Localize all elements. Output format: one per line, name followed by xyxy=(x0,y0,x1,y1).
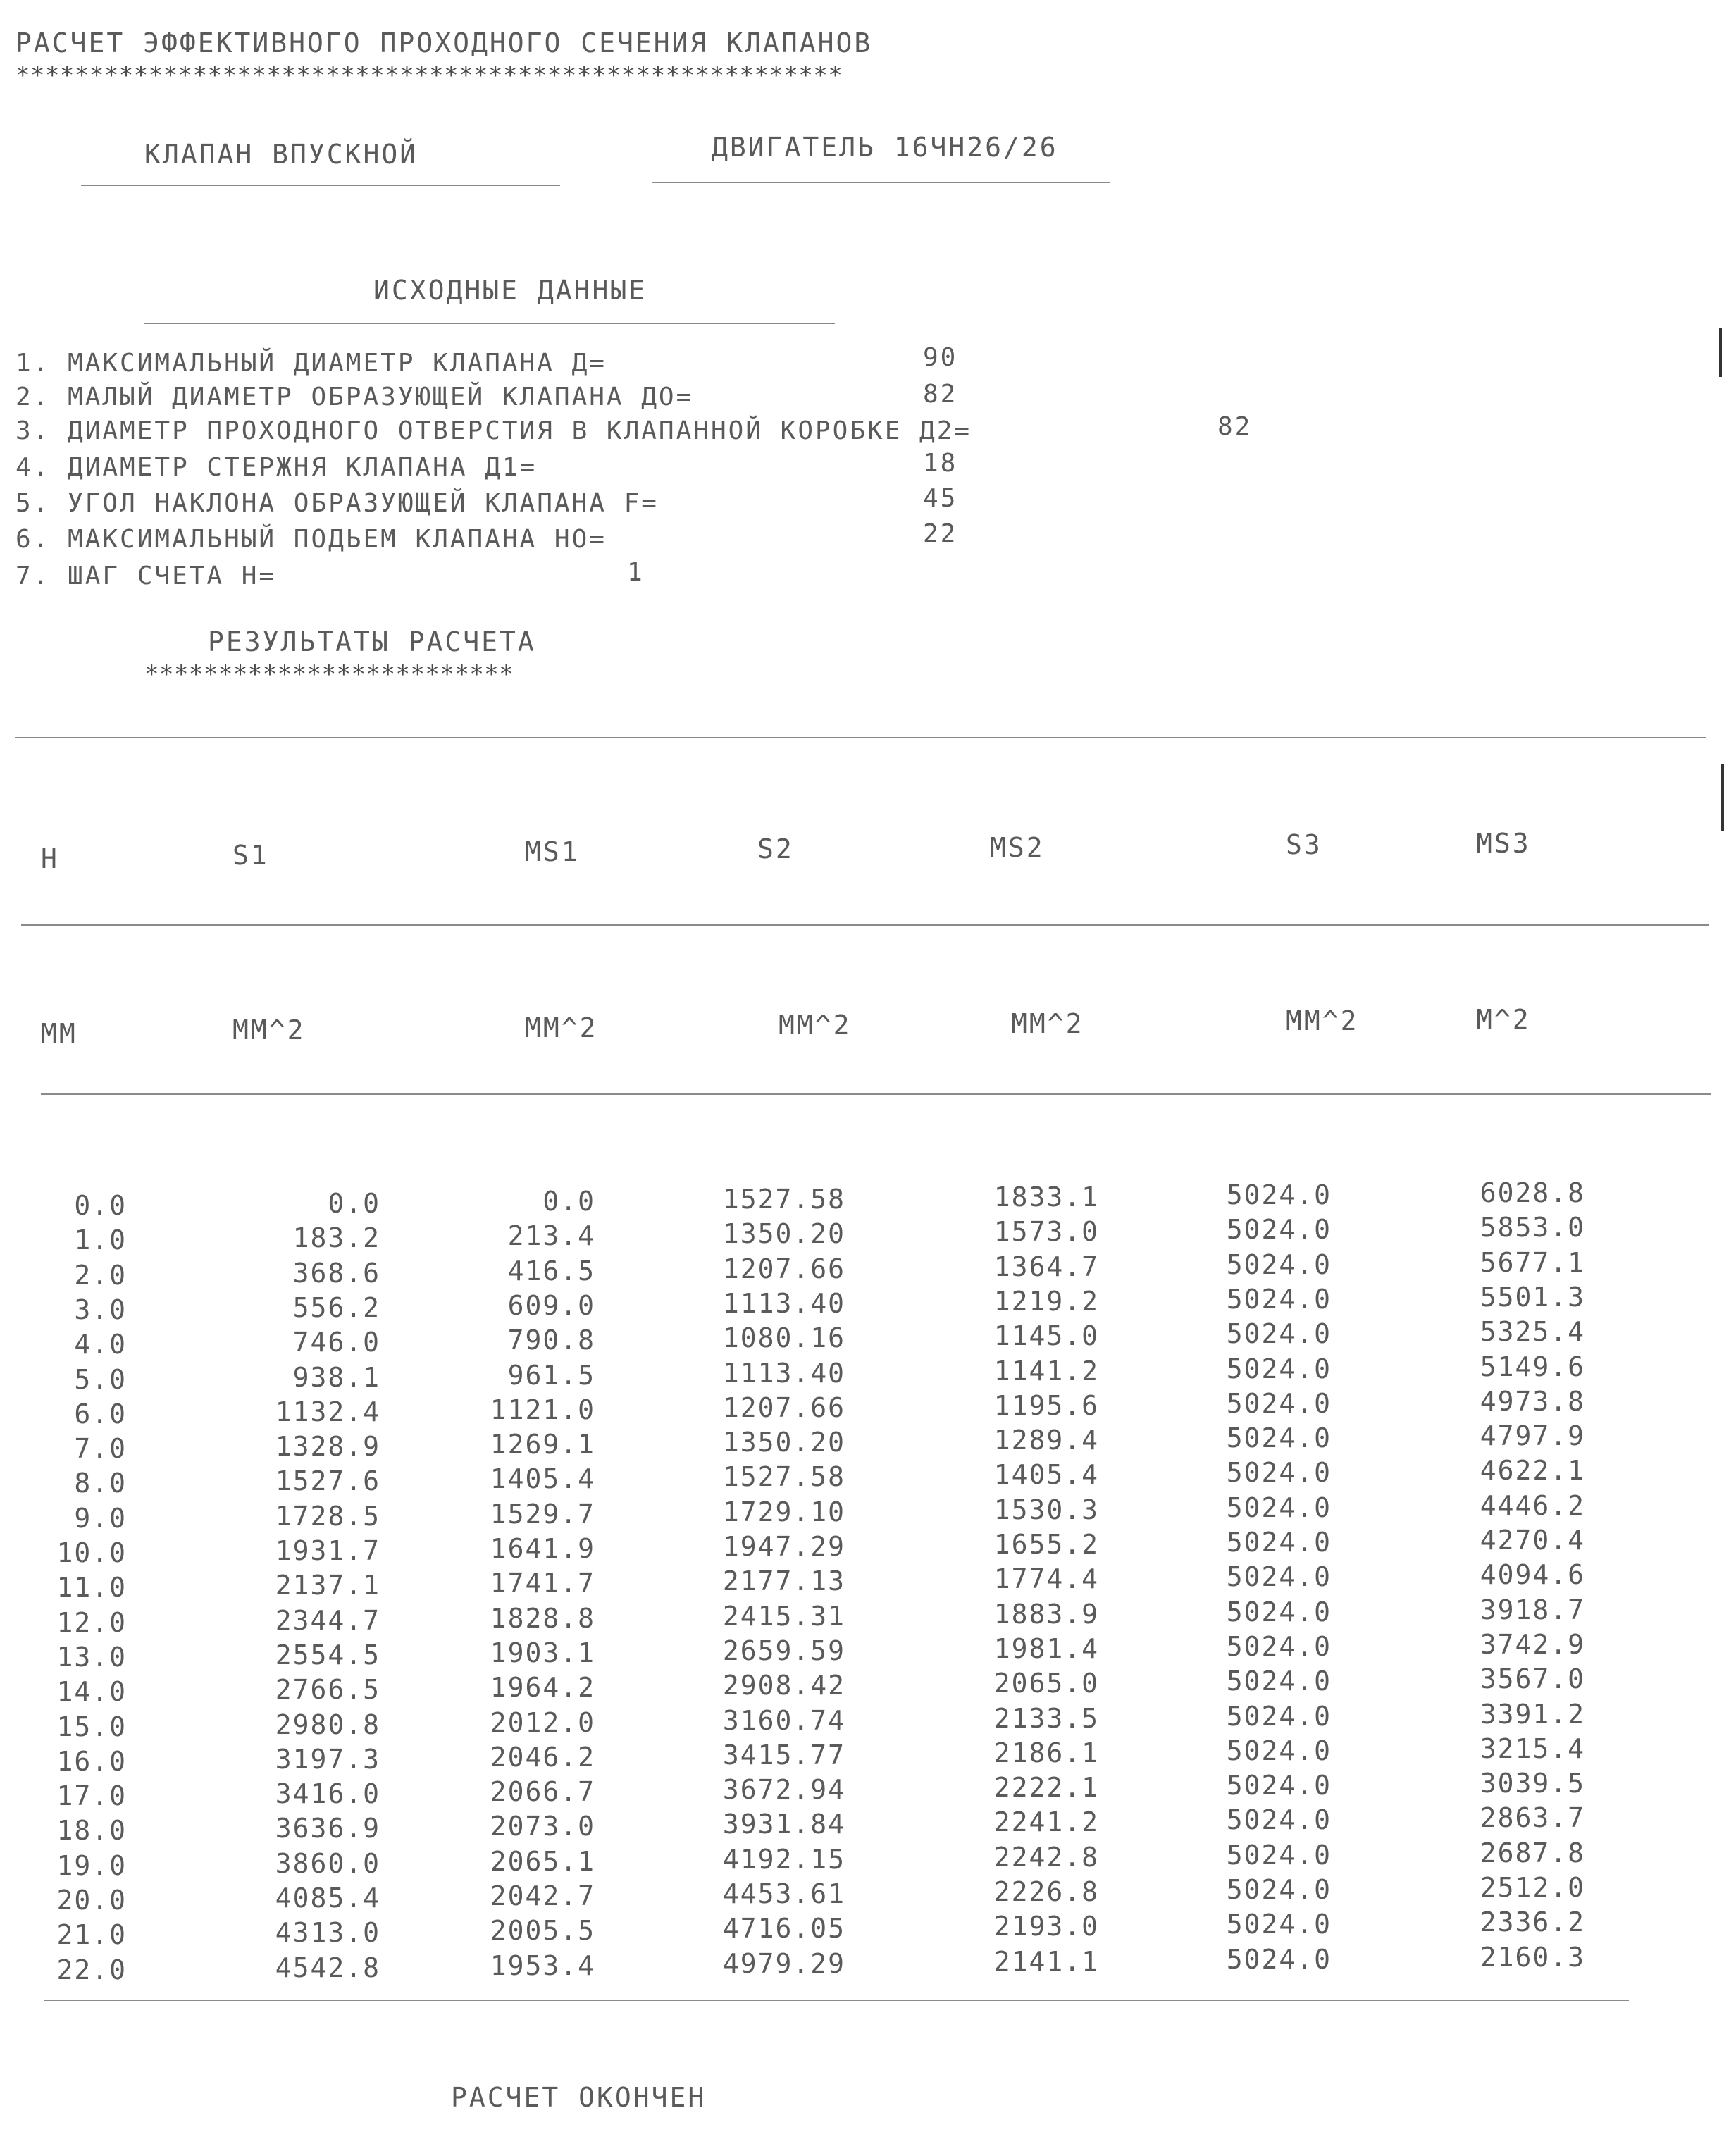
cell-ms2: 1530.3 xyxy=(993,1494,1099,1525)
col-header-ms3: MS3 xyxy=(1476,828,1531,859)
cell-ms1: 1741.7 xyxy=(490,1568,595,1599)
table-row xyxy=(0,1177,1736,1227)
cell-ms2: 1573.0 xyxy=(993,1216,1099,1248)
cell-s2: 3415.77 xyxy=(722,1739,845,1771)
cell-ms1: 609.0 xyxy=(507,1289,595,1321)
cell-ms1: 1641.9 xyxy=(490,1533,595,1564)
table-row xyxy=(0,1872,1736,1922)
cell-h: 18.0 xyxy=(56,1815,127,1847)
cell-ms3: 3039.5 xyxy=(1480,1768,1585,1799)
cell-ms1: 1903.1 xyxy=(490,1637,595,1668)
cell-h: 19.0 xyxy=(56,1849,127,1881)
cell-s3: 5024.0 xyxy=(1226,1283,1332,1315)
table-row xyxy=(0,1385,1736,1436)
input-heading-underline xyxy=(144,323,835,324)
cell-s2: 1527.58 xyxy=(722,1461,845,1493)
unit-s1: ММ^2 xyxy=(232,1015,306,1046)
col-header-s2: S2 xyxy=(757,833,794,864)
input-label-4: 4. ДИАМЕТР СТЕРЖНЯ КЛАПАНА Д1= xyxy=(16,453,538,482)
cell-ms2: 2242.8 xyxy=(993,1841,1099,1873)
cell-ms3: 4270.4 xyxy=(1480,1525,1585,1556)
table-row xyxy=(0,1732,1736,1783)
table-row xyxy=(0,1768,1736,1818)
cell-ms2: 1141.2 xyxy=(993,1355,1099,1387)
cell-h: 12.0 xyxy=(56,1606,127,1638)
cell-ms1: 1828.8 xyxy=(490,1602,595,1634)
input-value-2: 82 xyxy=(923,380,958,409)
engine-label-underline xyxy=(652,182,1110,183)
col-header-s1: S1 xyxy=(232,840,269,871)
cell-ms1: 2046.2 xyxy=(490,1741,595,1773)
cell-s3: 5024.0 xyxy=(1226,1422,1332,1454)
cell-h: 9.0 xyxy=(74,1502,127,1534)
table-row xyxy=(0,1281,1736,1332)
table-row xyxy=(0,1212,1736,1262)
cell-ms2: 2241.2 xyxy=(993,1806,1099,1838)
cell-s1: 4542.8 xyxy=(275,1952,380,1983)
cell-ms3: 2160.3 xyxy=(1480,1941,1585,1973)
cell-ms3: 4622.1 xyxy=(1480,1455,1585,1487)
table-row xyxy=(0,1837,1736,1887)
cell-s1: 556.2 xyxy=(292,1291,380,1323)
cell-ms3: 4446.2 xyxy=(1480,1489,1585,1521)
cell-s3: 5024.0 xyxy=(1226,1874,1332,1905)
cell-h: 8.0 xyxy=(74,1468,127,1499)
table-row xyxy=(0,1907,1736,1957)
table-row xyxy=(0,1594,1736,1644)
cell-s2: 1350.20 xyxy=(722,1427,845,1458)
cell-s3: 5024.0 xyxy=(1226,1630,1332,1662)
cell-ms2: 2141.1 xyxy=(993,1945,1099,1977)
cell-h: 1.0 xyxy=(74,1225,127,1256)
cell-s2: 2415.31 xyxy=(722,1600,845,1632)
cell-s2: 1080.16 xyxy=(722,1322,845,1354)
cell-ms2: 1833.1 xyxy=(993,1182,1099,1213)
cell-s2: 1207.66 xyxy=(722,1391,845,1423)
cell-s3: 5024.0 xyxy=(1226,1248,1332,1280)
unit-s3: ММ^2 xyxy=(1286,1005,1359,1036)
table-row xyxy=(0,1316,1736,1366)
cell-h: 0.0 xyxy=(74,1190,127,1221)
calculation-finished: РАСЧЕТ ОКОНЧЕН xyxy=(451,2082,707,2113)
cell-s2: 1207.66 xyxy=(722,1253,845,1284)
table-row xyxy=(0,1628,1736,1679)
cell-ms2: 2186.1 xyxy=(993,1737,1099,1768)
cell-s2: 1729.10 xyxy=(722,1496,845,1527)
unit-s2: ММ^2 xyxy=(779,1010,852,1041)
col-header-h: Н xyxy=(41,843,59,874)
cell-ms3: 3918.7 xyxy=(1480,1594,1585,1625)
table-row xyxy=(0,1351,1736,1401)
cell-ms2: 1655.2 xyxy=(993,1529,1099,1560)
cell-ms2: 1981.4 xyxy=(993,1632,1099,1664)
table-row xyxy=(0,1698,1736,1749)
cell-ms3: 4797.9 xyxy=(1480,1420,1585,1452)
cell-s3: 5024.0 xyxy=(1226,1770,1332,1802)
cell-ms1: 2005.5 xyxy=(490,1915,595,1947)
cell-h: 21.0 xyxy=(56,1919,127,1951)
cell-s2: 2177.13 xyxy=(722,1566,845,1597)
cell-ms3: 3391.2 xyxy=(1480,1698,1585,1730)
cell-ms2: 1289.4 xyxy=(993,1425,1099,1456)
cell-ms1: 1529.7 xyxy=(490,1498,595,1530)
input-label-2: 2. МАЛЫЙ ДИАМЕТР ОБРАЗУЮЩЕЙ КЛАПАНА ДО= xyxy=(16,383,694,411)
cell-s1: 2344.7 xyxy=(275,1604,380,1636)
scan-edge-mark xyxy=(1719,328,1722,377)
cell-ms2: 2193.0 xyxy=(993,1911,1099,1942)
cell-s1: 1527.6 xyxy=(275,1465,380,1497)
title-stars: ******************************************************** xyxy=(16,61,843,89)
table-bottom-rule xyxy=(44,2000,1629,2001)
table-row xyxy=(0,1941,1736,1992)
cell-s3: 5024.0 xyxy=(1226,1596,1332,1628)
cell-ms2: 1364.7 xyxy=(993,1251,1099,1282)
cell-ms2: 1219.2 xyxy=(993,1285,1099,1317)
cell-s3: 5024.0 xyxy=(1226,1318,1332,1350)
cell-h: 4.0 xyxy=(74,1329,127,1360)
col-header-s3: S3 xyxy=(1286,829,1322,860)
cell-ms2: 1883.9 xyxy=(993,1598,1099,1630)
cell-s1: 2554.5 xyxy=(275,1639,380,1670)
cell-s2: 3672.94 xyxy=(722,1774,845,1806)
cell-s1: 1728.5 xyxy=(275,1500,380,1532)
cell-ms3: 5677.1 xyxy=(1480,1246,1585,1278)
cell-ms3: 2336.2 xyxy=(1480,1907,1585,1938)
table-top-rule xyxy=(16,737,1706,738)
input-value-5: 45 xyxy=(923,484,958,513)
cell-h: 3.0 xyxy=(74,1294,127,1325)
cell-ms3: 4973.8 xyxy=(1480,1385,1585,1417)
cell-s2: 1527.58 xyxy=(722,1184,845,1215)
unit-ms3: М^2 xyxy=(1476,1004,1531,1035)
cell-ms3: 5325.4 xyxy=(1480,1316,1585,1348)
cell-ms2: 2222.1 xyxy=(993,1772,1099,1804)
cell-s2: 2659.59 xyxy=(722,1635,845,1666)
cell-ms2: 2226.8 xyxy=(993,1876,1099,1907)
cell-s3: 5024.0 xyxy=(1226,1735,1332,1766)
cell-h: 14.0 xyxy=(56,1676,127,1708)
cell-ms1: 2073.0 xyxy=(490,1811,595,1842)
cell-ms1: 2066.7 xyxy=(490,1776,595,1808)
cell-s2: 2908.42 xyxy=(722,1670,845,1701)
cell-ms1: 416.5 xyxy=(507,1255,595,1287)
cell-ms1: 2012.0 xyxy=(490,1706,595,1738)
cell-h: 17.0 xyxy=(56,1780,127,1812)
cell-ms3: 5853.0 xyxy=(1480,1212,1585,1244)
cell-ms1: 2042.7 xyxy=(490,1880,595,1911)
cell-ms3: 2863.7 xyxy=(1480,1802,1585,1834)
cell-s1: 3636.9 xyxy=(275,1813,380,1845)
table-row xyxy=(0,1663,1736,1713)
cell-ms1: 1121.0 xyxy=(490,1394,595,1425)
col-header-ms1: MS1 xyxy=(525,836,580,867)
cell-s3: 5024.0 xyxy=(1226,1387,1332,1419)
cell-ms3: 3215.4 xyxy=(1480,1732,1585,1764)
cell-s3: 5024.0 xyxy=(1226,1943,1332,1975)
table-row xyxy=(0,1246,1736,1297)
cell-s1: 746.0 xyxy=(292,1327,380,1358)
cell-ms1: 213.4 xyxy=(507,1220,595,1252)
cell-ms3: 5149.6 xyxy=(1480,1351,1585,1382)
cell-s2: 4453.61 xyxy=(722,1878,845,1909)
input-value-4: 18 xyxy=(923,449,958,478)
table-row xyxy=(0,1802,1736,1852)
cell-ms1: 2065.1 xyxy=(490,1845,595,1877)
cell-s2: 3931.84 xyxy=(722,1809,845,1840)
valve-label-underline xyxy=(81,185,560,186)
cell-ms2: 2133.5 xyxy=(993,1702,1099,1734)
cell-s3: 5024.0 xyxy=(1226,1527,1332,1558)
cell-s1: 3197.3 xyxy=(275,1743,380,1775)
table-row xyxy=(0,1420,1736,1470)
cell-ms1: 1953.4 xyxy=(490,1949,595,1981)
results-stars: ************************* xyxy=(144,660,514,688)
input-heading: ИСХОДНЫЕ ДАННЫЕ xyxy=(373,275,647,306)
cell-s2: 4192.15 xyxy=(722,1843,845,1875)
cell-ms2: 1195.6 xyxy=(993,1389,1099,1421)
cell-ms2: 1145.0 xyxy=(993,1320,1099,1352)
table-row xyxy=(0,1525,1736,1575)
table-row xyxy=(0,1489,1736,1540)
input-label-7: 7. ШАГ СЧЕТА Н= xyxy=(16,562,277,590)
cell-s1: 0.0 xyxy=(328,1188,380,1219)
engine-label: ДВИГАТЕЛЬ 16ЧН26/26 xyxy=(712,132,1058,163)
cell-s3: 5024.0 xyxy=(1226,1179,1332,1210)
cell-ms1: 0.0 xyxy=(542,1186,595,1217)
cell-s1: 2137.1 xyxy=(275,1570,380,1601)
scan-edge-mark xyxy=(1721,764,1724,831)
cell-s1: 368.6 xyxy=(292,1257,380,1289)
document-title: РАСЧЕТ ЭФФЕКТИВНОГО ПРОХОДНОГО СЕЧЕНИЯ КЛАПАНОВ xyxy=(16,27,873,58)
cell-s3: 5024.0 xyxy=(1226,1700,1332,1732)
cell-ms1: 961.5 xyxy=(507,1359,595,1391)
cell-h: 11.0 xyxy=(56,1572,127,1604)
header-rule xyxy=(21,924,1709,926)
cell-h: 15.0 xyxy=(56,1711,127,1742)
cell-s3: 5024.0 xyxy=(1226,1492,1332,1523)
cell-s2: 1947.29 xyxy=(722,1531,845,1562)
cell-ms2: 1774.4 xyxy=(993,1563,1099,1595)
cell-ms3: 5501.3 xyxy=(1480,1281,1585,1313)
cell-s2: 4979.29 xyxy=(722,1947,845,1979)
cell-s2: 1113.40 xyxy=(722,1287,845,1319)
input-label-1: 1. МАКСИМАЛЬНЫЙ ДИАМЕТР КЛАПАНА Д= xyxy=(16,349,607,378)
input-label-5: 5. УГОЛ НАКЛОНА ОБРАЗУЮЩЕЙ КЛАПАНА F= xyxy=(16,489,659,518)
valve-label: КЛАПАН ВПУСКНОЙ xyxy=(144,139,418,170)
input-value-3: 82 xyxy=(1217,412,1253,441)
cell-h: 2.0 xyxy=(74,1259,127,1291)
cell-ms1: 1405.4 xyxy=(490,1463,595,1495)
cell-h: 22.0 xyxy=(56,1954,127,1985)
cell-s1: 1931.7 xyxy=(275,1535,380,1566)
cell-s3: 5024.0 xyxy=(1226,1561,1332,1593)
cell-ms3: 4094.6 xyxy=(1480,1559,1585,1591)
unit-rule xyxy=(41,1093,1711,1095)
cell-s3: 5024.0 xyxy=(1226,1839,1332,1871)
cell-s1: 4085.4 xyxy=(275,1883,380,1914)
cell-h: 13.0 xyxy=(56,1641,127,1673)
cell-h: 6.0 xyxy=(74,1398,127,1430)
cell-s1: 1132.4 xyxy=(275,1396,380,1427)
cell-h: 10.0 xyxy=(56,1537,127,1568)
cell-ms3: 2512.0 xyxy=(1480,1872,1585,1903)
cell-ms3: 3567.0 xyxy=(1480,1663,1585,1695)
cell-s1: 4313.0 xyxy=(275,1917,380,1949)
input-label-3: 3. ДИАМЕТР ПРОХОДНОГО ОТВЕРСТИЯ В КЛАПАННОЙ КОРОБКЕ Д2= xyxy=(16,416,972,445)
cell-s3: 5024.0 xyxy=(1226,1804,1332,1836)
input-value-6: 22 xyxy=(923,519,958,548)
cell-ms3: 3742.9 xyxy=(1480,1628,1585,1660)
input-label-6: 6. МАКСИМАЛЬНЫЙ ПОДЬЕМ КЛАПАНА НО= xyxy=(16,525,607,554)
table-row xyxy=(0,1455,1736,1505)
cell-ms3: 2687.8 xyxy=(1480,1837,1585,1868)
cell-s1: 3860.0 xyxy=(275,1847,380,1879)
cell-s3: 5024.0 xyxy=(1226,1457,1332,1489)
cell-ms1: 1964.2 xyxy=(490,1672,595,1704)
cell-h: 16.0 xyxy=(56,1745,127,1777)
cell-ms3: 6028.8 xyxy=(1480,1177,1585,1208)
input-value-7: 1 xyxy=(627,558,645,587)
cell-h: 20.0 xyxy=(56,1885,127,1916)
results-heading: РЕЗУЛЬТАТЫ РАСЧЕТА xyxy=(208,626,536,657)
unit-ms1: ММ^2 xyxy=(525,1012,598,1043)
cell-s2: 1350.20 xyxy=(722,1218,845,1250)
cell-s2: 4716.05 xyxy=(722,1913,845,1945)
cell-h: 5.0 xyxy=(74,1363,127,1395)
cell-s1: 1328.9 xyxy=(275,1431,380,1463)
cell-ms1: 790.8 xyxy=(507,1325,595,1356)
cell-s1: 938.1 xyxy=(292,1361,380,1393)
cell-s1: 2766.5 xyxy=(275,1674,380,1706)
cell-ms2: 2065.0 xyxy=(993,1668,1099,1699)
table-row xyxy=(0,1559,1736,1609)
cell-s1: 2980.8 xyxy=(275,1709,380,1740)
unit-ms2: ММ^2 xyxy=(1011,1008,1084,1039)
cell-s3: 5024.0 xyxy=(1226,1353,1332,1384)
cell-h: 7.0 xyxy=(74,1433,127,1465)
unit-h: ММ xyxy=(41,1018,78,1049)
cell-s3: 5024.0 xyxy=(1226,1214,1332,1246)
input-value-1: 90 xyxy=(923,343,958,372)
cell-s3: 5024.0 xyxy=(1226,1909,1332,1940)
cell-s2: 3160.74 xyxy=(722,1704,845,1736)
cell-s3: 5024.0 xyxy=(1226,1666,1332,1697)
cell-s1: 183.2 xyxy=(292,1222,380,1254)
cell-s1: 3416.0 xyxy=(275,1778,380,1810)
cell-ms1: 1269.1 xyxy=(490,1429,595,1461)
cell-s2: 1113.40 xyxy=(722,1357,845,1389)
col-header-ms2: MS2 xyxy=(990,832,1045,863)
cell-ms2: 1405.4 xyxy=(993,1459,1099,1491)
